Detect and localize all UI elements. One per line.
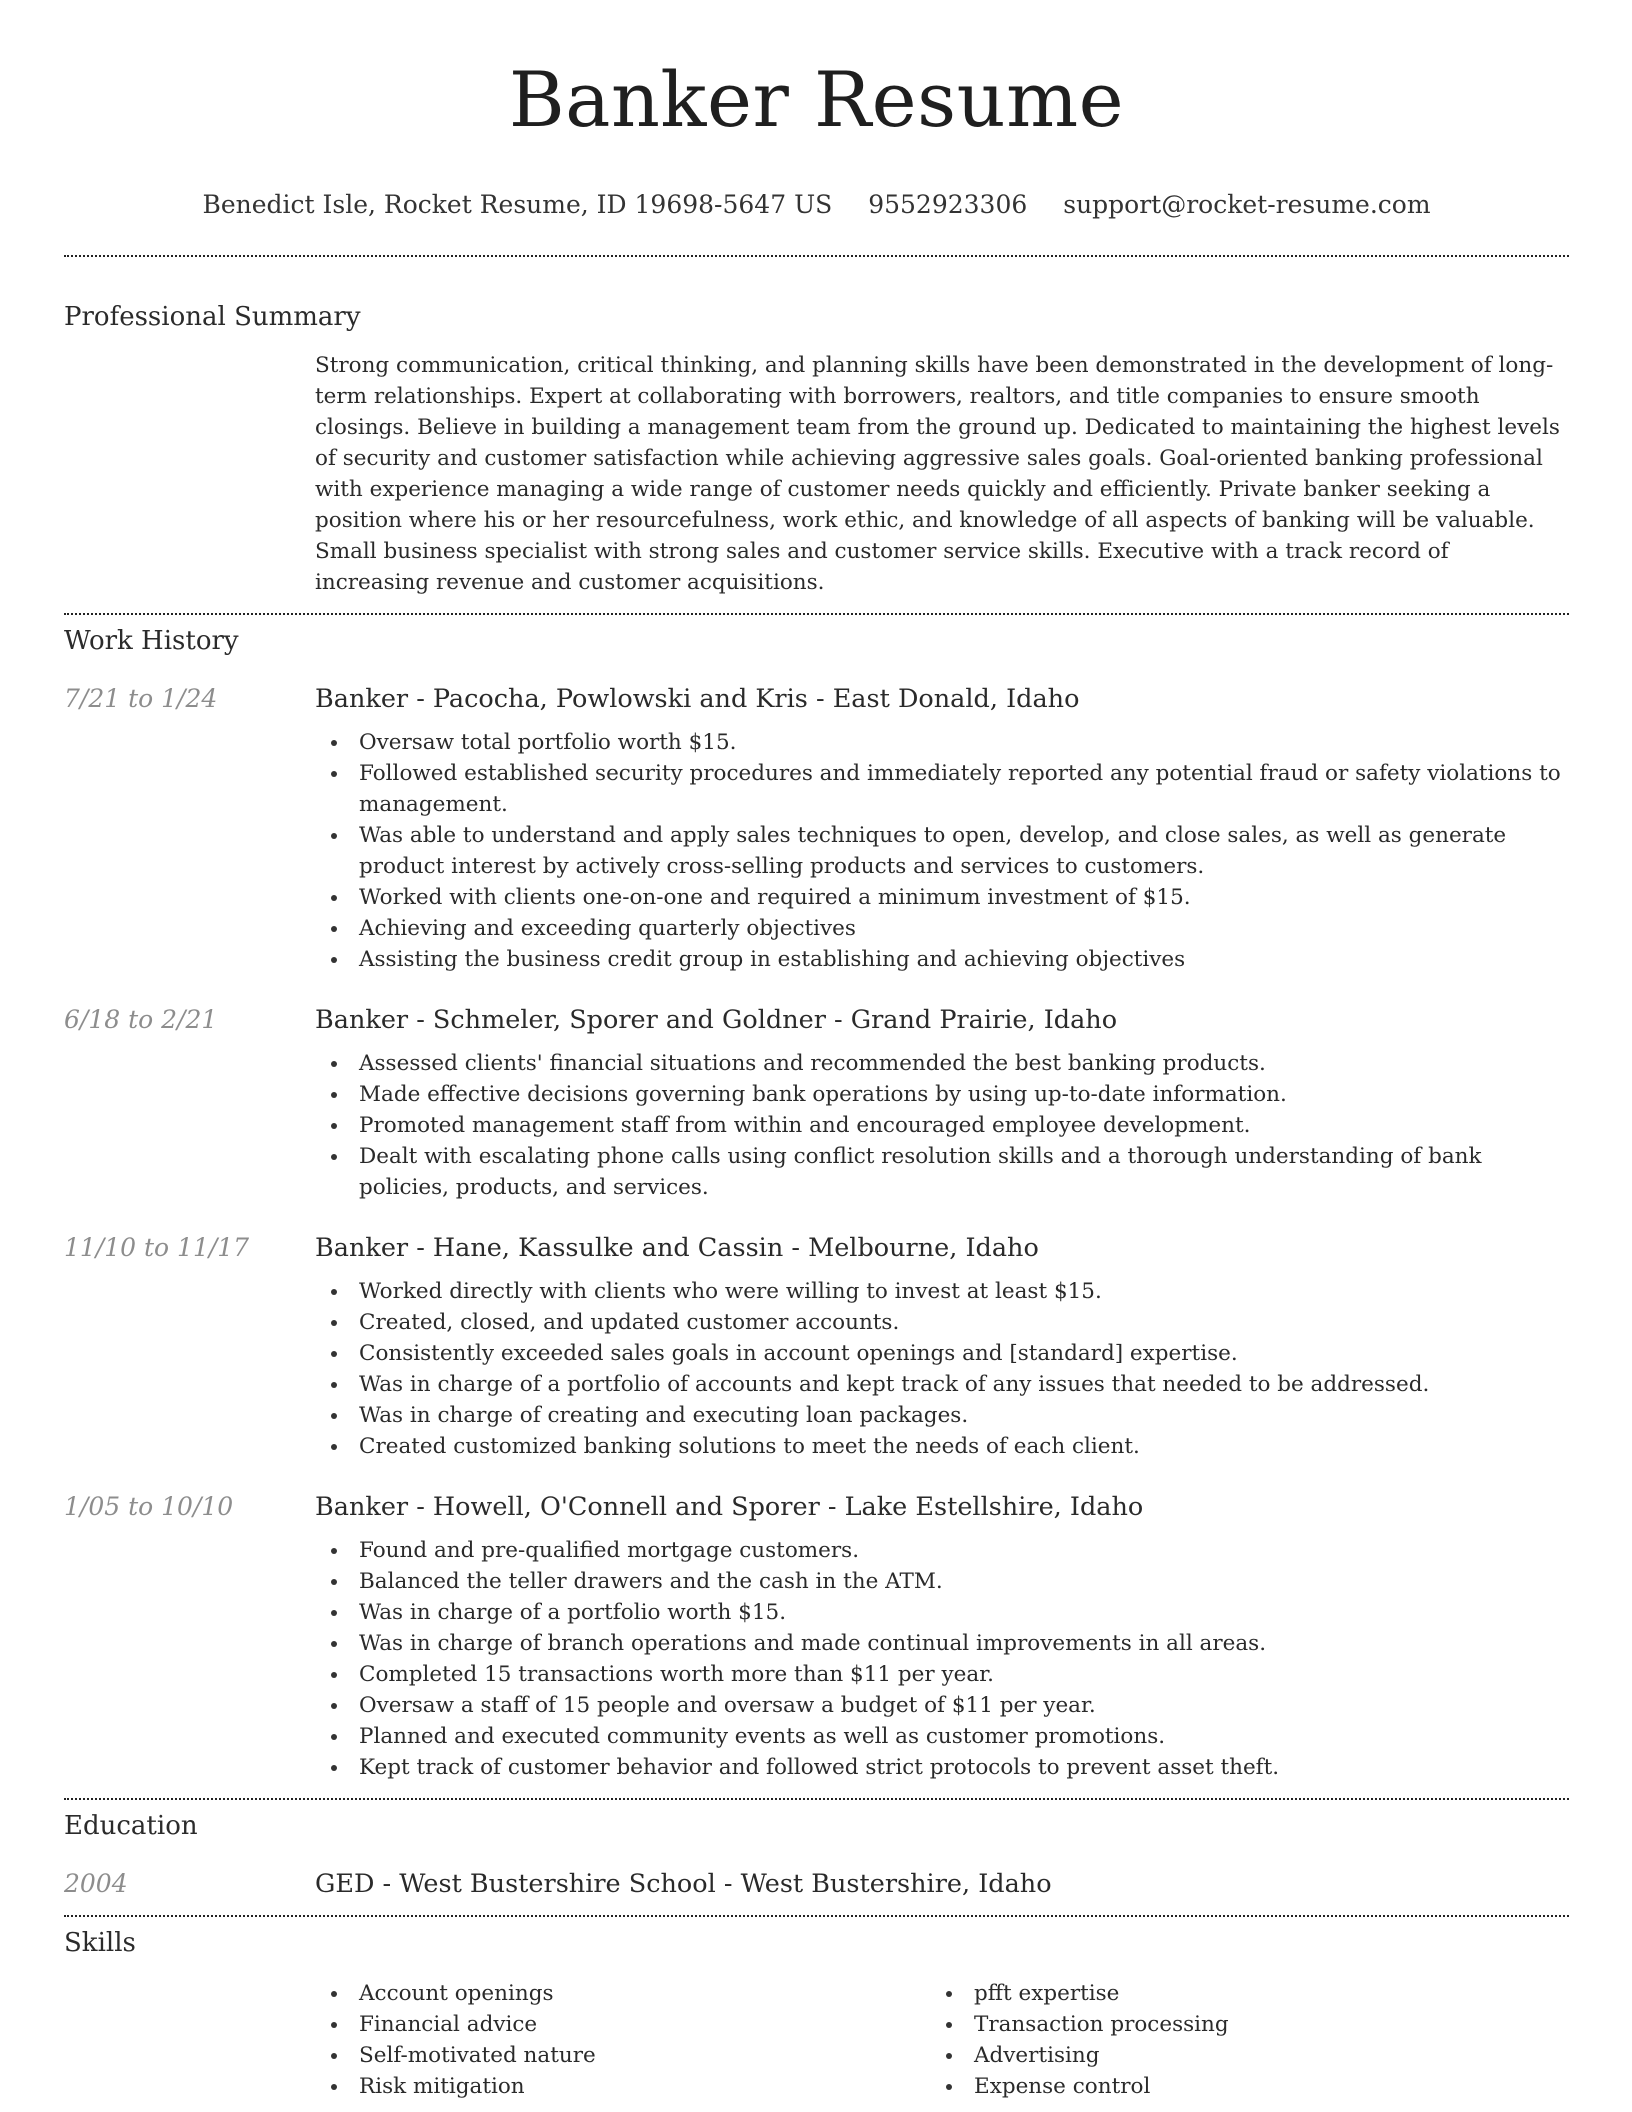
section-divider bbox=[64, 613, 1569, 615]
skill-item: Advertising bbox=[930, 2040, 1545, 2071]
list-item: Assessed clients' financial situations and recommended the best banking products. bbox=[315, 1048, 1569, 1079]
list-item: Planned and executed community events as well as customer promotions. bbox=[315, 1721, 1569, 1752]
list-item: Dealt with escalating phone calls using conflict resolution skills and a thorough understanding of bank policies, products, and services. bbox=[315, 1141, 1569, 1203]
list-item: Was in charge of creating and executing loan packages. bbox=[315, 1400, 1569, 1431]
list-item: Was able to understand and apply sales techniques to open, develop, and close sales, as well as generate product interest by actively cross-selling products and services to customers. bbox=[315, 820, 1569, 882]
list-item: Consistently exceeded sales goals in account openings and [standard] expertise. bbox=[315, 1338, 1569, 1369]
job-entry bbox=[64, 1231, 1569, 1462]
job-dates: 11/10 to 11/17 bbox=[64, 1233, 250, 1262]
job-title: Banker - Howell, O'Connell and Sporer - Lake Estellshire, Idaho bbox=[315, 1492, 1144, 1522]
list-item: Kept track of customer behavior and followed strict protocols to prevent asset theft. bbox=[315, 1752, 1569, 1783]
contact-line bbox=[64, 189, 1569, 221]
job-bullets bbox=[315, 1276, 1569, 1462]
summary-heading: Professional Summary bbox=[64, 302, 361, 332]
job-bullets bbox=[315, 1535, 1569, 1783]
list-item: Created, closed, and updated customer accounts. bbox=[315, 1307, 1569, 1338]
job-bullets bbox=[315, 727, 1569, 975]
resume-page bbox=[64, 0, 1569, 2102]
contact-email: support@rocket-resume.com bbox=[1063, 190, 1431, 219]
skill-item: Financial advice bbox=[315, 2009, 930, 2040]
list-item: Balanced the teller drawers and the cash in the ATM. bbox=[315, 1566, 1569, 1597]
list-item: Completed 15 transactions worth more than $11 per year. bbox=[315, 1659, 1569, 1690]
section-divider bbox=[64, 1915, 1569, 1917]
skills-heading: Skills bbox=[64, 1928, 136, 1958]
education-year: 2004 bbox=[64, 1869, 128, 1898]
education-heading: Education bbox=[64, 1811, 198, 1841]
list-item: Was in charge of a portfolio of accounts and kept track of any issues that needed to be addressed. bbox=[315, 1369, 1569, 1400]
list-item: Oversaw total portfolio worth $15. bbox=[315, 727, 1569, 758]
skills-grid bbox=[315, 1978, 1569, 2102]
list-item: Worked with clients one-on-one and required a minimum investment of $15. bbox=[315, 882, 1569, 913]
job-dates: 6/18 to 2/21 bbox=[64, 1005, 218, 1034]
list-item: Promoted management staff from within and encouraged employee development. bbox=[315, 1110, 1569, 1141]
job-dates: 7/21 to 1/24 bbox=[64, 684, 218, 713]
list-item: Oversaw a staff of 15 people and oversaw a budget of $11 per year. bbox=[315, 1690, 1569, 1721]
section-divider bbox=[64, 255, 1569, 257]
job-dates: 1/05 to 10/10 bbox=[64, 1492, 234, 1521]
skill-item: Self-motivated nature bbox=[315, 2040, 930, 2071]
skill-item: Transaction processing bbox=[930, 2009, 1545, 2040]
job-entry bbox=[64, 1003, 1569, 1203]
contact-address: Benedict Isle, Rocket Resume, ID 19698-5647 US bbox=[202, 190, 833, 219]
job-title: Banker - Schmeler, Sporer and Goldner - Grand Prairie, Idaho bbox=[315, 1005, 1118, 1035]
job-title: Banker - Hane, Kassulke and Cassin - Melbourne, Idaho bbox=[315, 1233, 1039, 1263]
contact-phone: 9552923306 bbox=[868, 190, 1028, 219]
skills-row bbox=[64, 1978, 1569, 2102]
list-item: Worked directly with clients who were willing to invest at least $15. bbox=[315, 1276, 1569, 1307]
job-entry bbox=[64, 1490, 1569, 1783]
skills-list-left bbox=[315, 1978, 930, 2102]
list-item: Followed established security procedures and immediately reported any potential fraud or safety violations to management. bbox=[315, 758, 1569, 820]
list-item: Achieving and exceeding quarterly objectives bbox=[315, 913, 1569, 944]
list-item: Assisting the business credit group in establishing and achieving objectives bbox=[315, 944, 1569, 975]
skill-item: Account openings bbox=[315, 1978, 930, 2009]
job-entry bbox=[64, 682, 1569, 975]
list-item: Found and pre-qualified mortgage customers. bbox=[315, 1535, 1569, 1566]
job-title: Banker - Pacocha, Powlowski and Kris - East Donald, Idaho bbox=[315, 684, 1080, 714]
job-bullets bbox=[315, 1048, 1569, 1203]
summary-text: Strong communication, critical thinking, and planning skills have been demonstrated in the development of long-term relationships. Expert at collaborating with borrowers, realtors, and title companies to ensure smooth closings. Believe in building a management team from the ground up. Dedicated to maintaining the highest levels of security and customer satisfaction while achieving aggressive sales goals. Goal-oriented banking professional with experience managing a wide range of customer needs quickly and efficiently. Private banker seeking a position where his or her resourcefulness, work ethic, and knowledge of all aspects of banking will be valuable. Small business specialist with strong sales and customer service skills. Executive with a track record of increasing revenue and customer acquisitions. bbox=[315, 353, 1560, 595]
education-entry bbox=[64, 1867, 1569, 1901]
summary-row bbox=[64, 350, 1569, 598]
work-history-heading: Work History bbox=[64, 626, 239, 656]
list-item: Was in charge of a portfolio worth $15. bbox=[315, 1597, 1569, 1628]
skill-item: Expense control bbox=[930, 2071, 1545, 2102]
section-divider bbox=[64, 1798, 1569, 1800]
skill-item: Risk mitigation bbox=[315, 2071, 930, 2102]
skill-item: pfft expertise bbox=[930, 1978, 1545, 2009]
list-item: Made effective decisions governing bank operations by using up-to-date information. bbox=[315, 1079, 1569, 1110]
resume-title: Banker Resume bbox=[508, 55, 1125, 144]
list-item: Was in charge of branch operations and made continual improvements in all areas. bbox=[315, 1628, 1569, 1659]
skills-list-right bbox=[930, 1978, 1545, 2102]
list-item: Created customized banking solutions to meet the needs of each client. bbox=[315, 1431, 1569, 1462]
education-title: GED - West Bustershire School - West Bustershire, Idaho bbox=[315, 1869, 1052, 1899]
